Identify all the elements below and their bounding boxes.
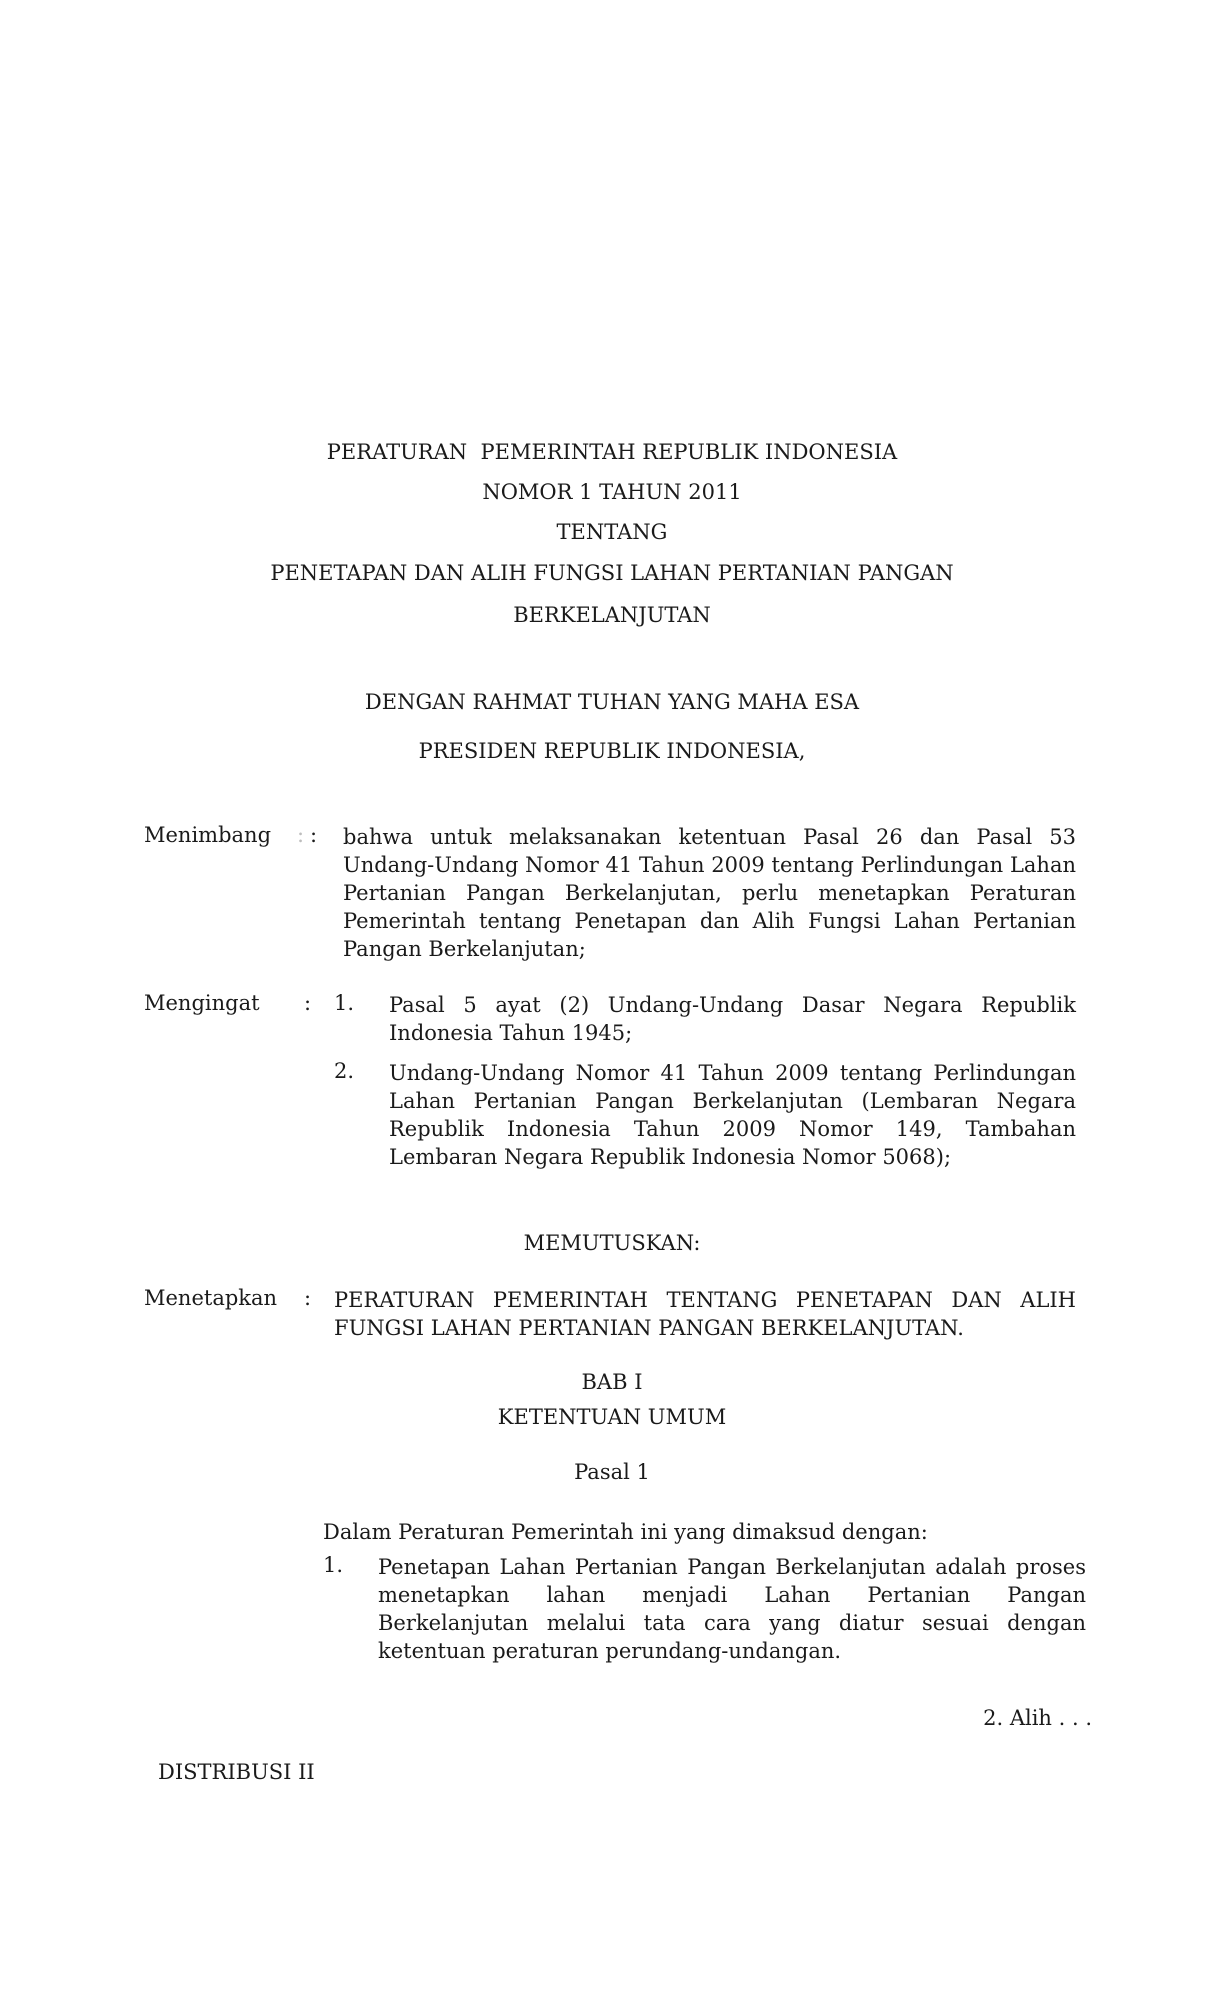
mengingat-item-1-number: 1. (334, 991, 355, 1015)
bab-heading: BAB I (581, 1370, 643, 1394)
menetapkan-label: Menetapkan (144, 1286, 278, 1310)
menimbang-label: Menimbang (144, 823, 272, 847)
title-line-1: PERATURAN PEMERINTAH REPUBLIK INDONESIA (326, 440, 898, 464)
pasal-heading: Pasal 1 (574, 1460, 650, 1484)
definition-1-number: 1. (323, 1553, 344, 1577)
definition-1-text: Penetapan Lahan Pertanian Pangan Berkelanjutan adalah proses menetapkan lahan menjadi Lahan Pertanian Pangan Berkelanjutan melalui tata cara yang diatur sesuai dengan ketentuan peraturan perundang-undangan. (378, 1555, 1086, 1663)
stray-colon: : (297, 823, 305, 847)
menetapkan-text: PERATURAN PEMERINTAH TENTANG PENETAPAN DAN ALIH FUNGSI LAHAN PERTANIAN PANGAN BERKELANJUTAN. (334, 1288, 1076, 1340)
continuation-marker: 2. Alih . . . (983, 1706, 1092, 1730)
menetapkan-colon: : (304, 1286, 312, 1310)
distribution-label: DISTRIBUSI II (158, 1760, 315, 1784)
mengingat-item-1-text: Pasal 5 ayat (2) Undang-Undang Dasar Negara Republik Indonesia Tahun 1945; (389, 993, 1076, 1045)
mengingat-item-2-text: Undang-Undang Nomor 41 Tahun 2009 tentang Perlindungan Lahan Pertanian Pangan Berkelanjutan (Lembaran Negara Republik Indonesia Tahun 2009 Nomor 149, Tambahan Lembaran Negara Republik Indonesia Nomor 5068); (389, 1061, 1076, 1169)
mengingat-label: Mengingat (144, 991, 260, 1015)
title-line-3: TENTANG (556, 520, 668, 544)
issuer: PRESIDEN REPUBLIK INDONESIA, (418, 739, 806, 763)
invocation: DENGAN RAHMAT TUHAN YANG MAHA ESA (364, 690, 860, 714)
mengingat-item-2-number: 2. (334, 1059, 355, 1083)
title-line-2: NOMOR 1 TAHUN 2011 (482, 480, 742, 504)
memutuskan-heading: MEMUTUSKAN: (523, 1231, 701, 1255)
pasal-intro: Dalam Peraturan Pemerintah ini yang dimaksud dengan: (323, 1520, 928, 1544)
chapter-title: KETENTUAN UMUM (497, 1405, 727, 1429)
mengingat-colon: : (304, 991, 312, 1015)
menimbang-text: bahwa untuk melaksanakan ketentuan Pasal 26 dan Pasal 53 Undang-Undang Nomor 41 Tahun 2009 tentang Perlindungan Lahan Pertanian Pangan Berkelanjutan, perlu menetapkan Peraturan Pemerintah tentang Penetapan dan Alih Fungsi Lahan Pertanian Pangan Berkelanjutan; (343, 825, 1076, 961)
title-line-5: BERKELANJUTAN (513, 603, 711, 627)
menimbang-colon: : (310, 823, 318, 847)
title-line-4: PENETAPAN DAN ALIH FUNGSI LAHAN PERTANIAN PANGAN (270, 561, 954, 585)
